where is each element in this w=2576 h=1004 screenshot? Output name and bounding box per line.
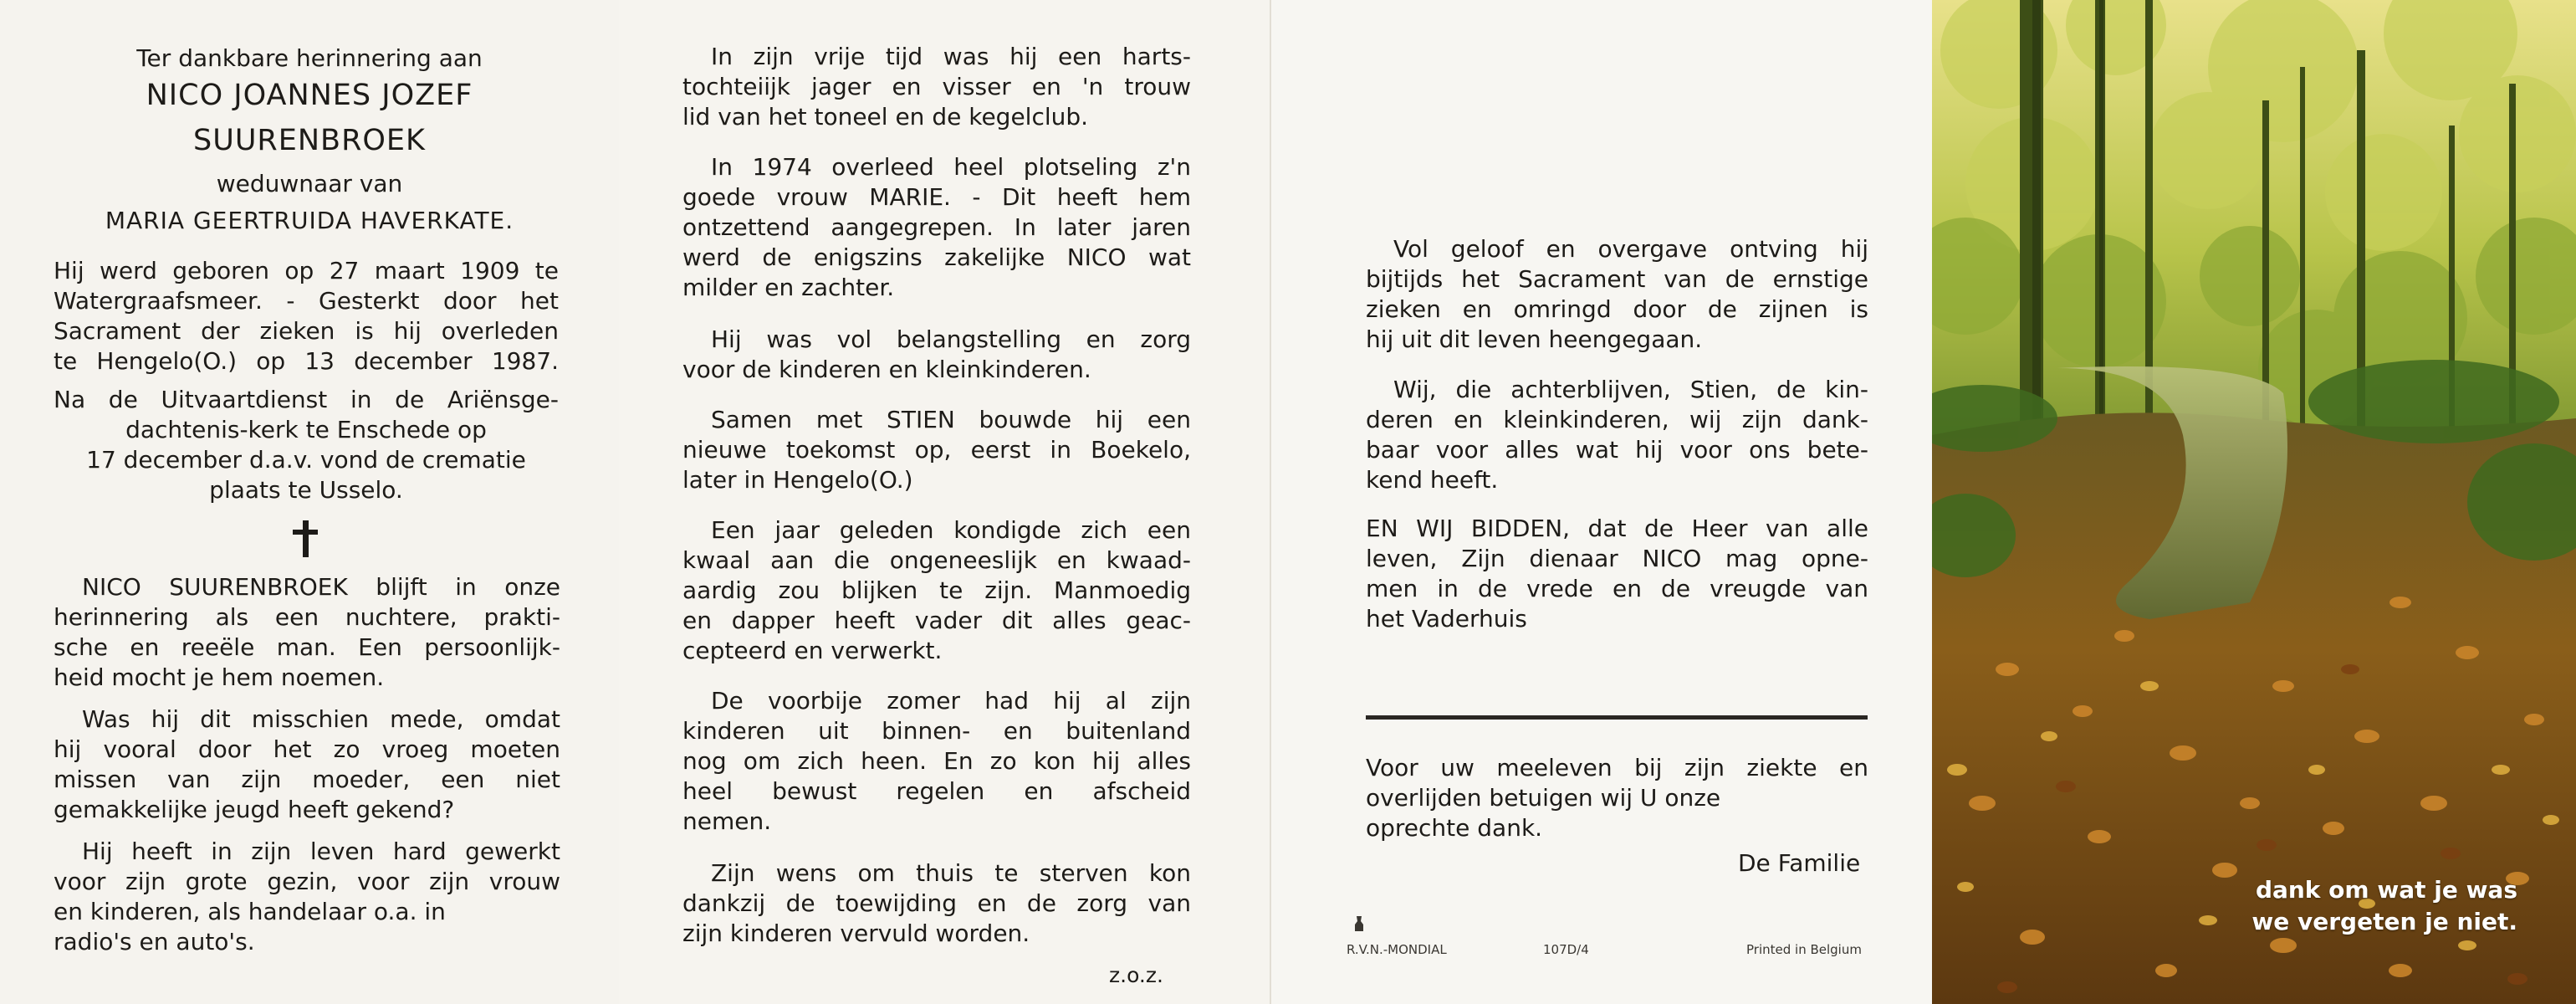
work-line: en kinderen, als handelaar o.a. in [54, 898, 446, 925]
bereaved-line: kend heeft. [1366, 466, 1499, 494]
loss-line: In 1974 overleed heel plotseling z'n [711, 153, 1191, 181]
bereaved-line: deren en kleinkinderen, wij zijn dank- [1366, 406, 1868, 433]
illness-line: kwaal aan die ongeneeslijk en kwaad- [682, 546, 1191, 574]
youth-line: missen van zijn moeder, een niet [54, 766, 560, 793]
work-line: voor zijn grote gezin, voor zijn vrouw [54, 868, 560, 895]
memory-line: herinnering als een nuchtere, prakti- [54, 603, 560, 631]
funeral-line: plaats te Usselo. [209, 476, 403, 504]
printed-note: Printed in Belgium [1746, 942, 1862, 957]
funeral-line: 17 december d.a.v. vond de crematie [86, 446, 526, 474]
forest-photo [1932, 0, 2576, 1004]
bereaved-line: baar voor alles wat hij voor ons bete- [1366, 436, 1868, 464]
bio-line: te Hengelo(O.) op 13 december 1987. [54, 347, 559, 375]
bio-line: Sacrament der zieken is hij overleden [54, 317, 559, 345]
deceased-name-line2: SUURENBROEK [192, 124, 426, 157]
memory-line: heid mocht je hem noemen. [54, 663, 385, 691]
bio-line: Hij werd geboren op 27 maart 1909 te [54, 257, 559, 284]
work-line: Hij heeft in zijn leven hard gewerkt [82, 838, 560, 865]
stien-line: nieuwe toekomst op, eerst in Boekelo, [682, 436, 1191, 464]
youth-line: gemakkelijke jeugd heeft gekend? [54, 796, 455, 823]
summer-line: nemen. [682, 807, 772, 835]
card-code: 107D/4 [1543, 942, 1589, 957]
summer-line: nog om zich heen. En zo kon hij alles [682, 747, 1191, 775]
youth-line: hij vooral door het zo vroeg moeten [54, 735, 560, 763]
spouse-name: MARIA GEERTRUIDA HAVERKATE. [105, 207, 514, 234]
forest-photo-panel [1932, 0, 2576, 1004]
hobby-line: lid van het toneel en de kegelclub. [682, 103, 1089, 131]
sacrament-line: Vol geloof en overgave ontving hij [1393, 235, 1868, 263]
work-line: radio's en auto's. [54, 928, 255, 955]
prayer-line: EN WIJ BIDDEN, dat de Heer van alle [1366, 515, 1868, 542]
publisher-logo-icon [1352, 914, 1366, 933]
summer-line: heel bewust regelen en afscheid [682, 777, 1191, 805]
bio-line: Watergraafsmeer. - Gesterkt door het [54, 287, 559, 315]
memory-line: NICO SUURENBROEK blijft in onze [82, 573, 560, 601]
summer-line: De voorbije zomer had hij al zijn [711, 687, 1191, 715]
family-line: Hij was vol belangstelling en zorg [711, 325, 1191, 353]
illness-line: en dapper heeft vader dit alles geac- [682, 607, 1191, 634]
stien-line: later in Hengelo(O.) [682, 466, 913, 494]
thanks-line: oprechte dank. [1366, 814, 1543, 842]
illness-line: aardig zou blijken te zijn. Manmoedig [682, 576, 1191, 604]
prayer-line: het Vaderhuis [1366, 605, 1527, 633]
funeral-line: Na de Uitvaartdienst in de Ariënsge- [54, 386, 559, 413]
prayer-line: men in de vrede en de vreugde van [1366, 575, 1868, 602]
sacrament-line: hij uit dit leven heengegaan. [1366, 325, 1703, 353]
loss-line: werd de enigszins zakelijke NICO wat [682, 243, 1191, 271]
panel-left [0, 0, 619, 1004]
caption-line2: we vergeten je niet. [2251, 908, 2517, 935]
prayer-line: leven, Zijn dienaar NICO mag opne- [1366, 545, 1868, 572]
cross-icon [293, 520, 318, 557]
publisher-mark: R.V.N.-MONDIAL [1347, 942, 1447, 957]
loss-line: goede vrouw MARIE. - Dit heeft hem [682, 183, 1191, 211]
wish-line: dankzij de toewijding en de zorg van [682, 889, 1191, 917]
zoz-note: z.o.z. [1109, 963, 1163, 987]
memory-line: sche en reeële man. Een persoonlijk- [54, 633, 560, 661]
sacrament-line: zieken en omringd door de zijnen is [1366, 295, 1868, 323]
thanks-line: Voor uw meeleven bij zijn ziekte en [1366, 754, 1868, 781]
summer-line: kinderen uit binnen- en buitenland [682, 717, 1191, 745]
hobby-line: In zijn vrije tijd was hij een harts- [711, 43, 1191, 70]
intro-line: Ter dankbare herinnering aan [136, 44, 483, 72]
bereaved-line: Wij, die achterblijven, Stien, de kin- [1393, 376, 1868, 403]
loss-line: ontzettend aangegrepen. In later jaren [682, 213, 1191, 241]
illness-line: cepteerd en verwerkt. [682, 637, 943, 664]
widower-of: weduwnaar van [216, 170, 403, 197]
family-line: voor de kinderen en kleinkinderen. [682, 356, 1091, 383]
stien-line: Samen met STIEN bouwde hij een [711, 406, 1191, 433]
wish-line: zijn kinderen vervuld worden. [682, 919, 1030, 947]
divider-rule [1366, 715, 1868, 720]
illness-line: Een jaar geleden kondigde zich een [711, 516, 1191, 544]
signature: De Familie [1738, 849, 1861, 877]
wish-line: Zijn wens om thuis te sterven kon [711, 859, 1191, 887]
youth-line: Was hij dit misschien mede, omdat [82, 705, 560, 733]
funeral-line: dachtenis-kerk te Enschede op [125, 416, 487, 443]
caption-line1: dank om wat je was [2255, 876, 2517, 904]
loss-line: milder en zachter. [682, 274, 895, 301]
panel-middle [619, 0, 1270, 1004]
thanks-line: overlijden betuigen wij U onze [1366, 784, 1721, 812]
deceased-name-line1: NICO JOANNES JOZEF [146, 79, 473, 112]
hobby-line: tochteiijk jager en visser en 'n trouw [682, 73, 1191, 100]
sacrament-line: bijtijds het Sacrament van de ernstige [1366, 265, 1868, 293]
